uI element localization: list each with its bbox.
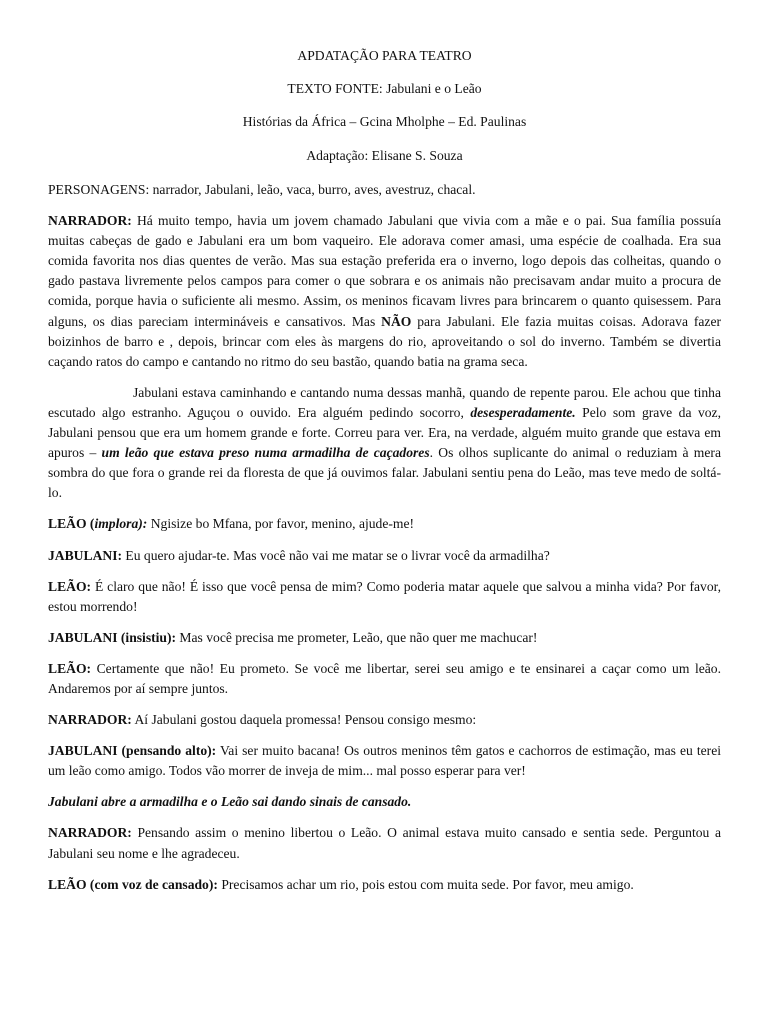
speaker-label: JABULANI: xyxy=(48,547,123,563)
speaker-emphasis: implora): xyxy=(94,516,148,532)
dialogue-line xyxy=(48,875,721,895)
speaker-label: LEÃO ( xyxy=(48,516,95,532)
adaptation-credit: Adaptação: Elisane S. Souza xyxy=(306,148,463,163)
book-reference: Histórias da África – Gcina Mholphe – Ed. Paulinas xyxy=(242,114,527,129)
document-title: APDATAÇÃO PARA TEATRO xyxy=(297,48,472,63)
paragraph-text: . Os olhos suplicante do animal o reduziam à mera sombra do que fora o grande rei da floresta de que já ouvimos falar. Jabulani sentiu pena do Leão, mas teve medo de soltá-lo. xyxy=(48,445,721,501)
dialogue-line xyxy=(48,628,721,648)
emphasis-text: um leão que estava preso numa armadilha de caçadores xyxy=(101,445,430,461)
dialogue-text: Vai ser muito bacana! Os outros meninos têm gatos e cachorros de estimação, mas eu terei um leão como amigo. Todos vão morrer de inveja de mim... mal posso esperar para ver! xyxy=(48,743,722,779)
characters-list: PERSONAGENS: narrador, Jabulani, leão, vaca, burro, aves, avestruz, chacal. xyxy=(48,182,476,197)
dialogue-line xyxy=(48,659,721,699)
dialogue-text: Precisamos achar um rio, pois estou com muita sede. Por favor, meu amigo. xyxy=(217,876,634,892)
dialogue-text: Mas você precisa me prometer, Leão, que não quer me machucar! xyxy=(176,629,538,645)
speaker-label: LEÃO: xyxy=(48,578,92,594)
dialogue-line xyxy=(48,823,721,863)
speaker-label: NARRADOR: xyxy=(48,825,132,841)
dialogue-text: Certamente que não! Eu prometo. Se você me libertar, serei seu amigo e te ensinarei a caçar como um leão. Andaremos por aí sempre juntos. xyxy=(48,660,721,696)
emphasis-text: desesperadamente. xyxy=(470,404,576,420)
paragraph-text: para Jabulani. Ele fazia muitas coisas. Adorava fazer boizinhos de barro e , depois, brincar com eles às margens do rio, aproveitando o sol do inverno. Também se divertia caçando ratos do campo e cantando no ritmo do seu bastão, quando batia na grama seca. xyxy=(48,313,722,369)
dialogue-line xyxy=(48,514,721,534)
paragraph-text: Há muito tempo, havia um jovem chamado Jabulani que vivia com a mãe e o pai. Sua família possuía muitas cabeças de gado e Jabulani era um bom vaqueiro. Ele adorava comer amasi, uma espécie de coalhada. Era sua comida favorita nos dias quentes de verão. Mas sua estação preferida era o inverno, logo depois das colheitas, quando o gado pastava livremente pelos campos para comer o que sobrara e os animais não precisavam andar muito a procura de comida, porque havia o suficiente ali mesmo. Assim, os meninos ficavam livres para brincarem o quanto quisessem. Para alguns, os dias pareciam intermináveis e cansativos. Mas xyxy=(48,213,721,329)
dialogue-line xyxy=(48,710,721,730)
dialogue-line xyxy=(48,577,721,617)
paragraph-text: Jabulani estava caminhando e cantando numa dessas manhã, quando de repente parou. Ele achou que tinha escutado algo estranho. Aguçou o ouvido. Era alguém pedindo socorro, xyxy=(48,384,721,420)
narrative-paragraph-2 xyxy=(48,383,721,504)
speaker-label: LEÃO (com voz de cansado): xyxy=(48,876,218,892)
emphasis-text: NÃO xyxy=(381,313,412,329)
narrator-paragraph-1 xyxy=(48,211,721,372)
dialogue-line xyxy=(48,546,721,566)
speaker-label: JABULANI (pensando alto): xyxy=(48,743,217,759)
speaker-label: JABULANI (insistiu): xyxy=(48,629,177,645)
dialogue-text: Aí Jabulani gostou daquela promessa! Pensou consigo mesmo: xyxy=(131,712,477,728)
source-text: TEXTO FONTE: Jabulani e o Leão xyxy=(287,81,482,96)
dialogue-text: Ngisize bo Mfana, por favor, menino, ajude-me! xyxy=(147,516,415,532)
speaker-label: LEÃO: xyxy=(48,660,92,676)
dialogue-text: É claro que não! É isso que você pensa de mim? Como poderia matar aquele que salvou a minha vida? Por favor, estou morrendo! xyxy=(48,578,721,614)
stage-direction: Jabulani abre a armadilha e o Leão sai dando sinais de cansado. xyxy=(48,794,412,810)
dialogue-line xyxy=(48,741,721,781)
dialogue-text: Eu quero ajudar-te. Mas você não vai me matar se o livrar você da armadilha? xyxy=(122,547,550,563)
dialogue-text: Pensando assim o menino libertou o Leão. O animal estava muito cansado e sentia sede. Perguntou a Jabulani seu nome e lhe agradeceu. xyxy=(48,825,721,861)
speaker-label: NARRADOR: xyxy=(48,712,132,728)
speaker-label: NARRADOR: xyxy=(48,213,132,229)
paragraph-text: Pelo som grave da voz, Jabulani pensou que era um homem grande e forte. Correu para ver. Era, na verdade, alguém muito grande que estava em apuros – xyxy=(48,404,721,461)
